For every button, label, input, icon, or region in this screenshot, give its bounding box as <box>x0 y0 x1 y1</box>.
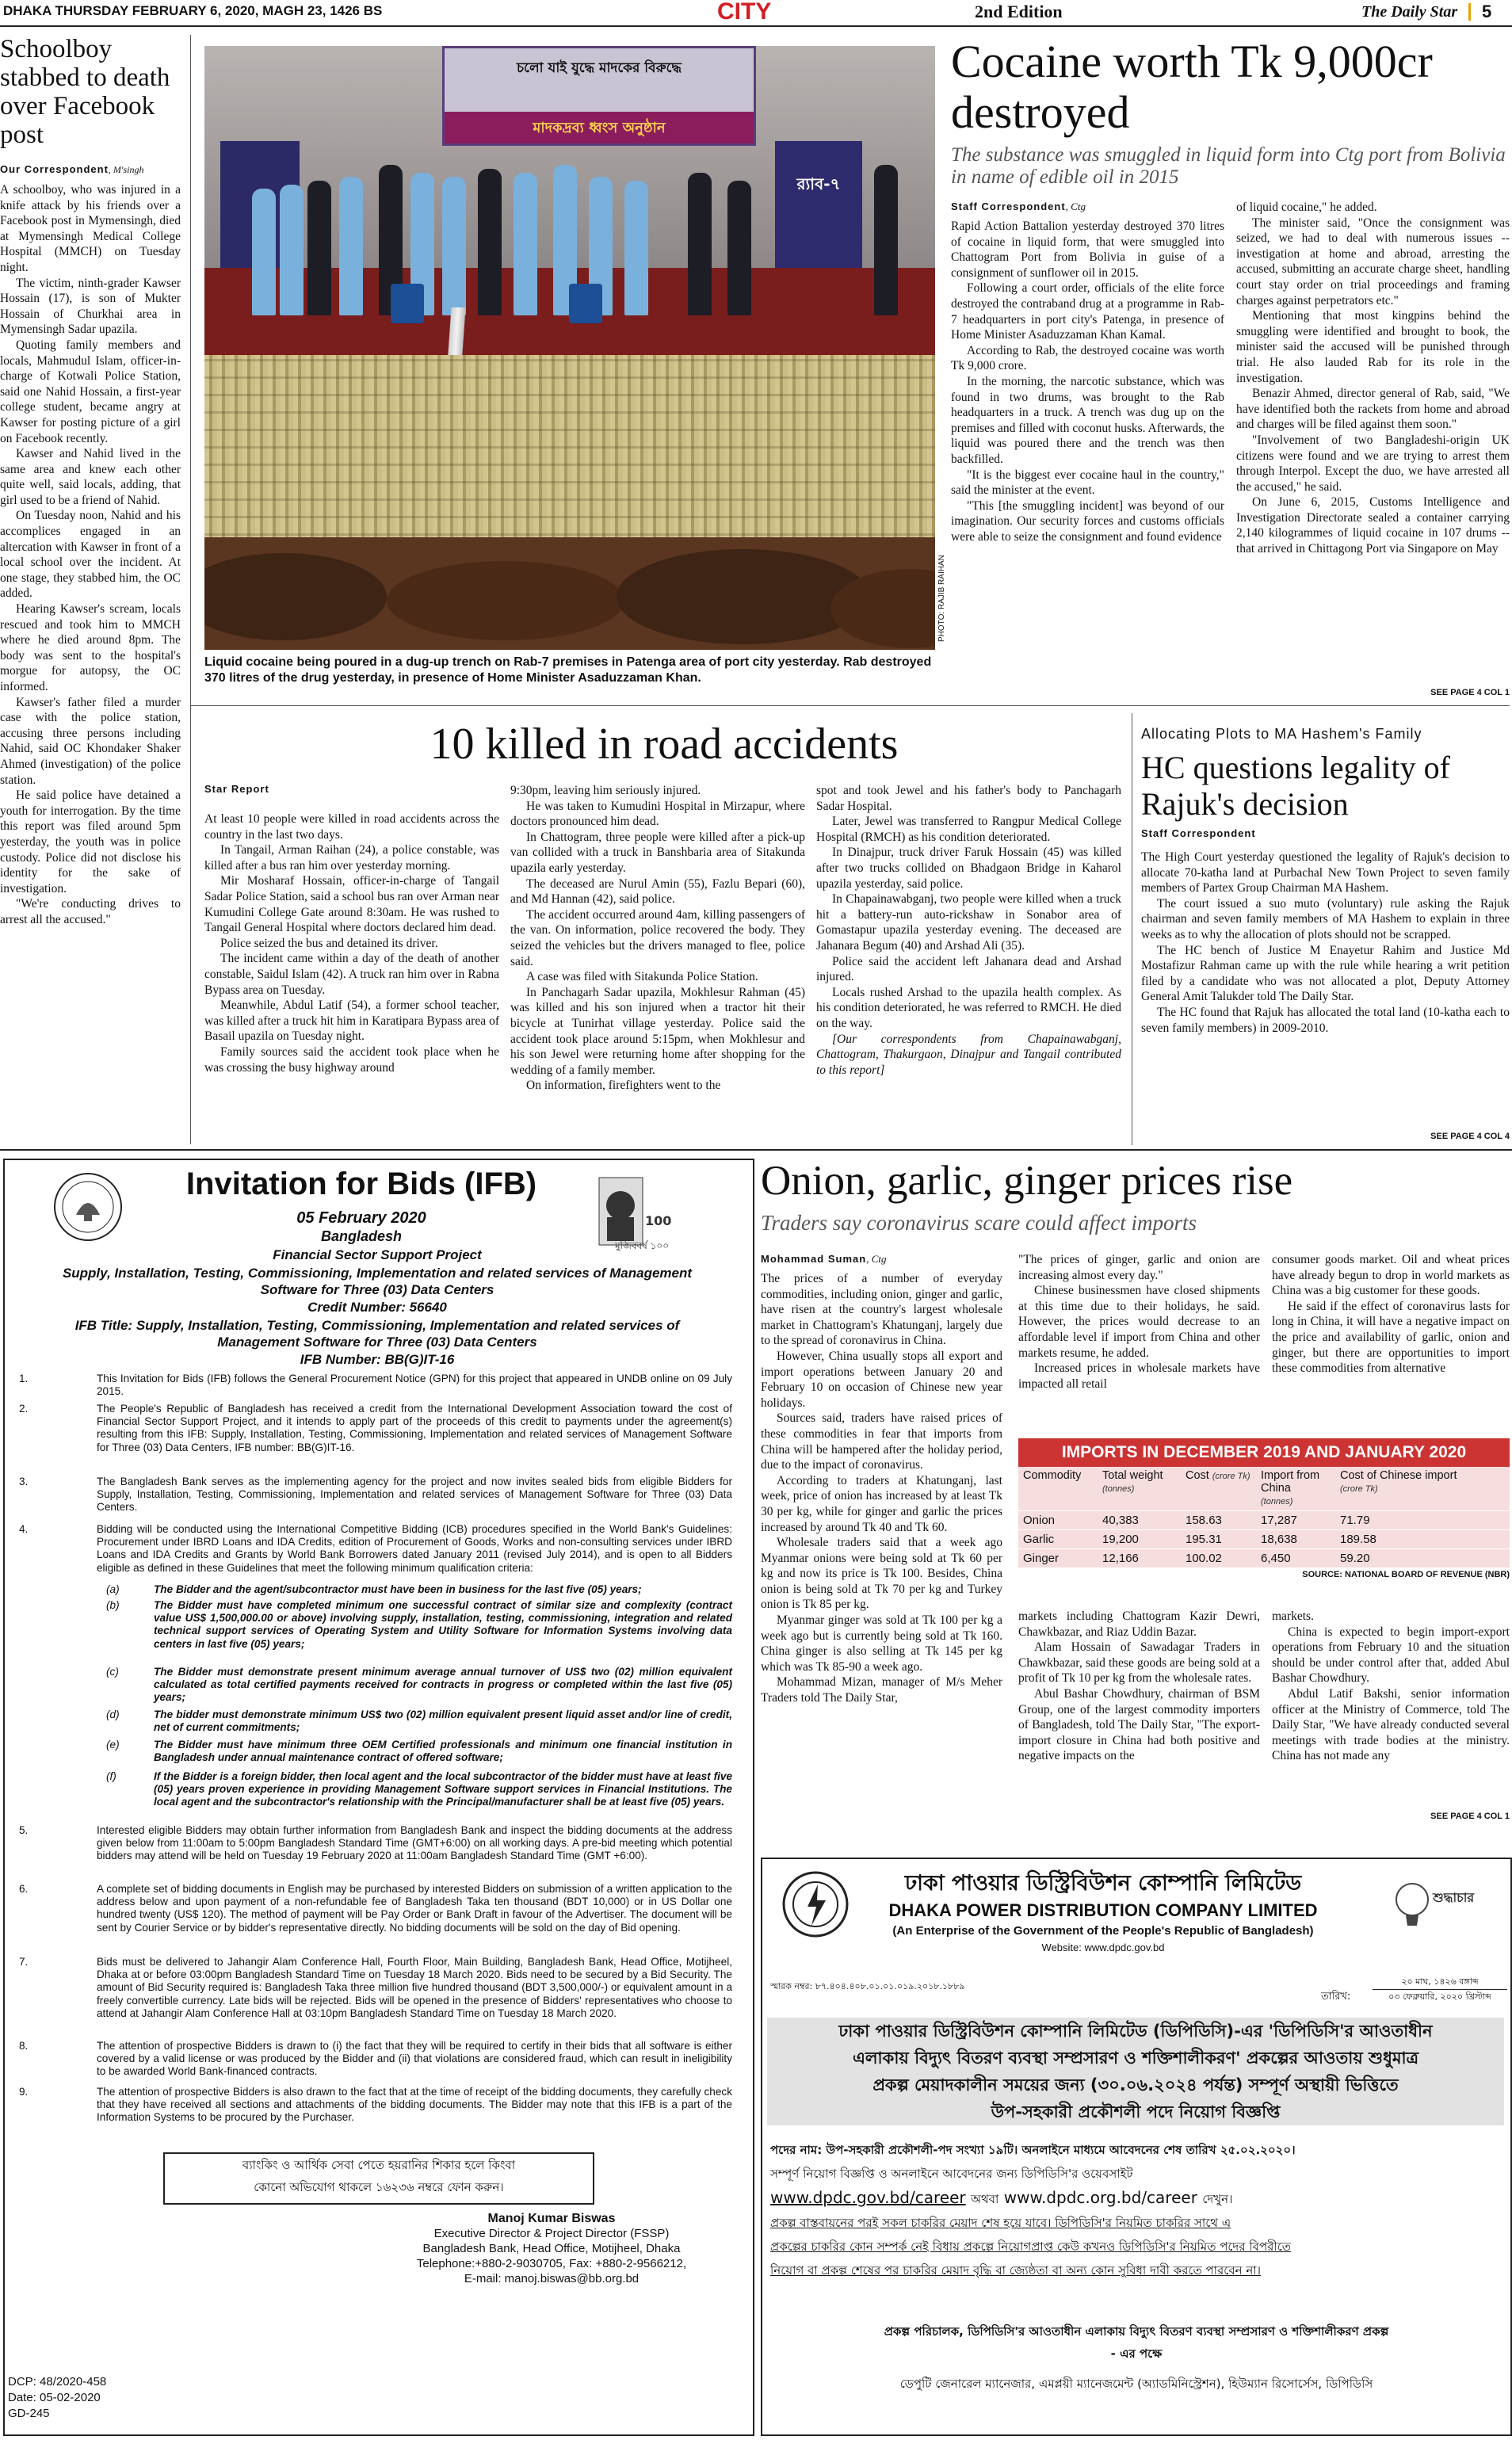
signer-title: Executive Director & Project Director (FSSP) <box>433 2227 670 2240</box>
drum <box>569 284 602 323</box>
drum <box>391 284 424 323</box>
schoolboy-byline-place: , M'singh <box>108 164 144 175</box>
table-cell: 6,450 <box>1256 1549 1335 1568</box>
paragraph: Rapid Action Battalion yesterday destroyed 370 litres of cocaine in liquid form, that were smuggled into Chattogram Port from Bolivia in guise of a consignment of sunflower oil in 2015. <box>951 220 1224 280</box>
table-cell: 17,287 <box>1256 1511 1335 1530</box>
ifb-item-text: The attention of prospective Bidders is also drawn to the fact that at the time of receipt of the bidding documents, they carefully check that they have received all sections and attachments of the bidding documents. The Bidder may note that this IFB is a part of the Information Systems to be procured by the Purchaser. <box>97 2086 732 2124</box>
ifb-date: 05 February 2020 <box>296 1209 426 1227</box>
complaint-notice-line: কোনো অভিযোগ থাকলে ১৬২৩৬ নম্বরে ফোন করুন। <box>254 2180 504 2194</box>
ifb-criterion <box>19 1709 732 1734</box>
cocaine-byline <box>951 200 1086 214</box>
paragraph: The HC found that Rajuk has allocated the total land (10-katha each to seven family members) in 2009-2010. <box>1141 1005 1510 1035</box>
dpdc-website: Website: www.dpdc.gov.bd <box>1041 1942 1165 1953</box>
signer-email: E-mail: manoj.biswas@bb.org.bd <box>464 2272 640 2285</box>
paragraph: On June 6, 2015, Customs Intelligence and Investigation Directorate sealed a container carrying 2,140 kilogrammes of liquid cocaine in 107 drums -- that arrived in Chittagong Port via Singapore on May <box>1236 495 1510 556</box>
paragraph: Sources said, traders have raised prices of these commodities in fear that imports from China will be hampered after the holiday period, due to the impact of coronavirus. <box>761 1411 1002 1472</box>
paragraph: consumer goods market. Oil and wheat prices have already begun to drop in world markets as China was a big customer for these goods. <box>1272 1253 1510 1298</box>
paragraph: Increased prices in wholesale markets have impacted all retail <box>1018 1361 1260 1391</box>
paragraph: Mir Mosharaf Hossain, officer-in-charge of Tangail Sadar Police Station, said a school bus ran over Arman near Kumudini College Gate around 8:30am. He was rushed to Tangail General Hospital where doctors declared him dead. <box>204 874 499 935</box>
table-cell: 40,383 <box>1098 1511 1181 1530</box>
ifb-item <box>19 1883 732 1934</box>
ifb-item-text: Bidding will be conducted using the International Competitive Bidding (ICB) procedures specified in the World Bank's Guidelines: Procurement under IBRD Loans and IDA Credits, edition of Procurement of Goods, Works and non-consulting services under IBRD Loans and IDA Credits and Grants by World Bank Borrowers dated January 2011 (revised July 2014), and is open to all Bidders eligible as defined in these Guidelines that meet the following minimum qualification criteria: <box>97 1523 732 1574</box>
paragraph: "It is the biggest ever cocaine haul in the country," said the minister at the event. <box>951 468 1224 498</box>
paragraph: Meanwhile, Abdul Latif (54), a former school teacher, was killed after a truck hit him in Karatipara Bypass area of Basail upazila on Tuesday night. <box>204 999 499 1044</box>
badge-text: মুজিববর্ষ ১০০ <box>615 1240 670 1251</box>
paragraph: In the morning, the narcotic substance, which was found in two drums, was brought to the Rab headquarters in a truck. A trench was dug up on the premises and filled with coconut husks. Afterwards, the liquid was poured there and the trench was then backfilled. <box>951 374 1224 466</box>
ifb-criterion <box>19 1770 732 1809</box>
dpdc-advertisement <box>761 1858 1512 2436</box>
paragraph: Abul Bashar Chowdhury, chairman of BSM Group, one of the largest commodity importers of Bangladesh, told The Daily Star, "The export-import closure in China had both positive and negative impacts on the <box>1018 1686 1260 1763</box>
table-cell: 59.20 <box>1335 1549 1510 1568</box>
paragraph: He was taken to Kumudini Hospital in Mirzapur, where doctors pronounced him dead. <box>510 799 805 829</box>
page-number: 5 <box>1482 2 1492 21</box>
paragraph: Chinese businessmen have closed shipments at this time due to their holidays, he said. However, the prices would decrease to an affordable level if import from China and other markets resume, he added. <box>1018 1284 1260 1360</box>
table-header-text: Commodity <box>1023 1469 1082 1482</box>
ifb-item-num: 3. <box>19 1476 29 1487</box>
schoolboy-byline-name: Our Correspondent <box>0 163 109 175</box>
table-header-text: Import from China <box>1261 1469 1320 1495</box>
table-header <box>1181 1467 1256 1511</box>
paragraph: Police seized the bus and detained its driver. <box>220 936 438 950</box>
paragraph: The High Court yesterday questioned the legality of Rajuk's decision to allocate 70-katha land at Purbachal New Town Project to seven family members of Partex Group Chairman MA Hashem. <box>1141 850 1510 895</box>
bangladesh-bank-seal-icon <box>52 1171 124 1243</box>
imports-table <box>1018 1438 1510 1579</box>
photo-caption: Liquid cocaine being poured in a dug-up trench on Rab-7 premises in Patenga area of port city yesterday. Rab destroyed 370 litres of the drug yesterday, in presence of Home Minister Asaduzzaman Khan. <box>204 655 932 685</box>
dpdc-banner <box>767 2018 1504 2125</box>
ad-codes <box>8 2374 106 2422</box>
table-header <box>1335 1467 1510 1511</box>
dpdc-career-or: অথবা <box>970 2192 999 2206</box>
ifb-item <box>19 1373 732 1398</box>
paragraph: The deceased are Nurul Amin (55), Fazlu Bepari (60), and Md Hannan (42), said police. <box>510 876 805 907</box>
table-cell: 195.31 <box>1181 1530 1256 1549</box>
signer-name: Manoj Kumar Biswas <box>487 2212 616 2225</box>
person <box>252 189 276 315</box>
photo-banner-text: চলো যাই যুদ্ধে মাদকের বিরুদ্ধে <box>517 60 682 76</box>
imports-table-title: IMPORTS IN DECEMBER 2019 AND JANUARY 2020 <box>1018 1438 1510 1467</box>
table-unit: (tonnes) <box>1261 1497 1293 1506</box>
masthead-date: DHAKA THURSDAY FEBRUARY 6, 2020, MAGH 23, 1426 BS <box>3 3 383 18</box>
ifb-ifb-title: IFB Title: Supply, Installation, Testing, Commissioning, Implementation and related services of Management Software for Three (03) Data Centers <box>74 1318 680 1350</box>
table-cell: 100.02 <box>1181 1549 1256 1568</box>
ifb-criterion-label: (d) <box>106 1709 120 1720</box>
ifb-item <box>19 1403 732 1454</box>
dpdc-logo-icon <box>780 1869 851 1940</box>
ifb-advertisement <box>3 1159 754 2436</box>
dpdc-name-bn: ঢাকা পাওয়ার ডিস্ট্রিবিউশন কোম্পানি লিমিটেড <box>904 1871 1302 1896</box>
paragraph: "Involvement of two Bangladeshi-origin UK citizens were found and we are trying to arrest them through Interpol. Except the duo, we have arrested all the accused," he said. <box>1236 433 1510 494</box>
table-cell: 71.79 <box>1335 1511 1510 1530</box>
paragraph: In Tangail, Arman Raihan (24), a police constable, was killed after a bus ran him over yesterday morning. <box>204 843 499 873</box>
ifb-item-text: Interested eligible Bidders may obtain further information from Bangladesh Bank and inspect the bidding documents at the address given below from 11:00am to 5:00pm Bangladesh Standard Time (GMT+6:00) on all working days. A pre-bid meeting which potential bidders may attend will be held on Tuesday 19 February 2020 at 11:00am Bangladesh Standard Time (GMT +6:00). <box>97 1824 732 1862</box>
schoolboy-byline <box>0 163 181 176</box>
paragraph: Police said the accident left Jahanara dead and Arshad injured. <box>816 954 1121 984</box>
husk-pile <box>387 561 624 640</box>
paragraph: Mohammad Mizan, manager of M/s Meher Traders told The Daily Star, <box>761 1675 1002 1705</box>
accidents-col2 <box>510 783 805 1094</box>
dpdc-footer-line: প্রকল্প পরিচালক, ডিপিডিসি'র আওতাধীন এলাকায় বিদ্যুৎ বিতরণ ব্যবস্থা সম্প্রসারণ ও শক্তিশালীকরণ প্রকল্প <box>884 2324 1389 2339</box>
ifb-item-num: 4. <box>19 1523 29 1535</box>
rajuk-byline: Staff Correspondent <box>1141 827 1256 839</box>
paragraph: Mentioning that most kingpins behind the smuggling were identified and brought to book, the minister said the accused will be punished through trial. He also lauded Rab for its role in the investigation. <box>1236 309 1510 385</box>
dpdc-banner-line: এলাকায় বিদ্যুৎ বিতরণ ব্যবস্থা সম্প্রসারণ ও শক্তিশালীকরণ' প্রকল্পের আওতায় শুধুমাত্র <box>852 2049 1419 2068</box>
paragraph: According to traders at Khatunganj, last week, price of onion has increased by at least Tk 30 per kg, while for ginger and garlic the prices increased by around Tk 40 and Tk 60. <box>761 1473 1002 1534</box>
dpdc-name-en: DHAKA POWER DISTRIBUTION COMPANY LIMITED <box>888 1900 1318 1920</box>
paragraph: Benazir Ahmed, director general of Rab, said, "We have identified both the rackets from home and abroad and charges will be filed against them soon." <box>1236 387 1510 432</box>
ifb-item-num: 1. <box>19 1373 29 1384</box>
ifb-criterion-label: (f) <box>106 1770 116 1782</box>
person <box>874 165 898 315</box>
ifb-criterion-label: (e) <box>106 1739 120 1751</box>
paragraph: On Tuesday noon, Nahid and his accomplices engaged in an altercation with Kawser in front of a local school over the incident. At one stage, they stabbed him, the OC added. <box>0 509 181 601</box>
accidents-byline: Star Report <box>204 783 269 795</box>
paragraph: A case was filed with Sitakunda Police Station. <box>526 970 758 984</box>
onion-col3 <box>1272 1252 1510 1377</box>
person <box>514 173 537 315</box>
paragraph: Quoting family members and locals, Mahmudul Islam, officer-in-charge of Kotwali Police Station, said one Nahid Hossain, a first-year college student, became angry at Kawser for posting picture of a girl on Facebook recently. <box>0 338 181 445</box>
dpdc-body-line: সম্পূর্ণ নিয়োগ বিজ্ঞপ্তি ও অনলাইনে আবেদনের জন্য ডিপিডিসি'র ওয়েবসাইট <box>770 2167 1133 2181</box>
rajuk-kicker: Allocating Plots to MA Hashem's Family <box>1141 726 1422 742</box>
table-header <box>1256 1467 1335 1511</box>
ifb-item-num: 8. <box>19 2040 29 2052</box>
paragraph: markets. <box>1272 1609 1314 1623</box>
paragraph: The incident came within a day of the death of another constable, Saidul Islam (42). A truck ran him over in Rabna Bypass area on Tuesday. <box>204 952 499 997</box>
cocaine-headline: Cocaine worth Tk 9,000cr destroyed <box>951 36 1433 138</box>
section-rule <box>190 705 1510 706</box>
ifb-item-num: 2. <box>19 1403 29 1415</box>
accidents-headline: 10 killed in road accidents <box>430 720 899 769</box>
table-cell: 158.63 <box>1181 1511 1256 1530</box>
dpdc-career-end: দেখুন। <box>1202 2192 1233 2206</box>
dpdc-footer-line: - এর পক্ষে <box>1110 2346 1163 2361</box>
dcp-number: DCP: 48/2020-458 <box>8 2375 107 2388</box>
paragraph: Locals rushed Arshad to the upazila health complex. As his condition deteriorated, he was referred to RMCH. He died on the way. <box>816 985 1121 1030</box>
ifb-item-text: This Invitation for Bids (IFB) follows the General Procurement Notice (GPN) for this project that appeared in UNDB online on 09 July 2015. <box>97 1373 732 1398</box>
signer-telephone: Telephone:+880-2-9030705, Fax: +880-2-9566212, <box>416 2257 687 2270</box>
ifb-criterion-label: (b) <box>106 1599 120 1611</box>
edition-label: 2nd Edition <box>975 2 1063 21</box>
ifb-item-text: The People's Republic of Bangladesh has received a credit from the International Development Association toward the cost of Financial Sector Support Project, and it intends to apply part of the proceeds of this credit to payments under the agreement(s) resulting from this IFB: Supply, Installation, Testing, Commissioning, Implementation and related services of Management Software for Three (03) Data Centers, IFB number: BB(G)IT-16. <box>97 1403 732 1453</box>
ifb-criterion-label: (a) <box>106 1583 120 1595</box>
ifb-item <box>19 1523 732 1575</box>
dpdc-body-line: নিয়োগ বা প্রকল্প শেষের পর চাকরির মেয়াদ বৃদ্ধি বা জ্যেষ্ঠতা বা অন্য কোন সুবিধা দাবী করতে পারবেন না। <box>770 2263 1262 2278</box>
paragraph: Abdul Latif Bakshi, senior information officer at the Ministry of Commerce, told The Daily Star, "We have already conducted several meetings with trade bodies at the ministry. China has not made any <box>1272 1686 1510 1763</box>
schoolboy-headline: Schoolboy stabbed to death over Facebook post <box>0 35 170 149</box>
onion-col2 <box>1018 1252 1260 1392</box>
accidents-col3 <box>816 783 1121 1078</box>
paragraph: Kawser and Nahid lived in the same area and knew each other quite well, said locals, adding, that girl used to be a friend of Nahid. <box>0 447 181 507</box>
paragraph: Later, Jewel was transferred to Rangpur Medical College Hospital (RMCH) as his condition deteriorated. <box>816 815 1121 844</box>
mujib-borsho-badge-icon <box>591 1170 686 1253</box>
paragraph: At least 10 people were killed in road accidents across the country in the last two days. <box>204 812 499 842</box>
photo-banner-strip <box>445 112 754 143</box>
photo-banner-sub: মাদকদ্রব্য ধ্বংস অনুষ্ঠান <box>533 120 666 136</box>
table-header-text: Cost <box>1186 1469 1209 1482</box>
cocaine-col2 <box>1236 200 1510 557</box>
table-header <box>1098 1467 1181 1511</box>
paragraph: "The prices of ginger, garlic and onion are increasing almost every day." <box>1018 1253 1260 1282</box>
ifb-criterion <box>19 1739 732 1764</box>
dpdc-date-english: ০৩ ফেব্রুয়ারি, ২০২০ খ্রিস্টাব্দ <box>1388 1991 1491 2002</box>
ifb-item <box>19 2086 732 2125</box>
paper-name: The Daily Star <box>1361 3 1458 21</box>
ifb-criterion <box>19 1666 732 1705</box>
ifb-country: Bangladesh <box>320 1228 403 1244</box>
onion-byline-name: Mohammad Suman <box>761 1253 867 1265</box>
table-cell: Garlic <box>1018 1530 1098 1549</box>
paragraph: Myanmar ginger was sold at Tk 100 per kg a week ago but is currently being sold at Tk 160. China ginger is also selling at Tk 145 per kg which was Tk 85-90 a week ago. <box>761 1613 1002 1674</box>
onion-byline-place: , Ctg <box>866 1253 887 1265</box>
ifb-credit: Credit Number: 56640 <box>307 1300 447 1315</box>
cocaine-col1 <box>951 219 1224 544</box>
table-unit: (crore Tk) <box>1212 1472 1250 1481</box>
onion-subhead: Traders say coronavirus scare could affect imports <box>761 1211 1197 1235</box>
paragraph: On information, firefighters went to the <box>526 1079 721 1093</box>
dpdc-body-line: পদের নাম: উপ-সহকারী প্রকৌশলী-পদ সংখ্যা ১৯টি। অনলাইনে মাধ্যমে আবেদনের শেষ তারিখ ২৫.০২.২০২০। <box>770 2143 1296 2157</box>
table-unit: (tonnes) <box>1102 1484 1135 1494</box>
svg-text:100: 100 <box>645 1213 672 1228</box>
dpdc-banner-line: প্রকল্প মেয়াদকালীন সময়ের জন্য (৩০.০৬.২০২৪ পর্যন্ত) সম্পূর্ণ অস্থায়ী ভিত্তিতে <box>872 2075 1399 2094</box>
dpdc-tagline: (An Enterprise of the Government of the People's Republic of Bangladesh) <box>892 1924 1314 1938</box>
table-cell: 18,638 <box>1256 1530 1335 1549</box>
table-unit: (crore Tk) <box>1340 1484 1378 1494</box>
complaint-notice <box>163 2152 594 2205</box>
person <box>339 177 363 315</box>
paragraph: Alam Hossain of Sawadagar Traders in Chawkbazar, said these goods are being sold at a profit of Tk 10 per kg from the wholesale rates. <box>1018 1640 1260 1686</box>
ifb-item-num: 9. <box>19 2086 29 2098</box>
onion-byline <box>761 1252 886 1266</box>
person <box>442 177 466 315</box>
dpdc-body-line: প্রকল্পের চাকরির কোন সম্পর্ক নেই বিধায় প্রকল্পে নিয়োগপ্রাপ্ত কেউ কখনও ডিপিডিসি'র নিয়মিত পদের বিপরীতে <box>770 2240 1291 2254</box>
ifb-title: Invitation for Bids (IFB) <box>185 1167 537 1201</box>
photo-credit: PHOTO: RAJIB RAIHAN <box>937 555 946 642</box>
schoolboy-body <box>0 182 181 928</box>
paragraph: of liquid cocaine," he added. <box>1236 200 1377 214</box>
integrity-logo-text: শুদ্ধাচার <box>1433 1890 1475 1905</box>
paragraph: He said police have detained a youth for interrogation. By the time this report was filed around 5pm yesterday, the youth was in police custody. Police did not disclose his identity for the sake of investigation. <box>0 789 181 895</box>
person <box>478 169 502 315</box>
table-cell: 19,200 <box>1098 1530 1181 1549</box>
paragraph: He said if the effect of coronavirus lasts for long in China, it will have a negative impact on the price and availability of garlic, onion and ginger, but there are opportunities to import these commodities from alternative <box>1272 1299 1510 1376</box>
imports-table-grid <box>1018 1467 1510 1568</box>
ad-date: Date: 05-02-2020 <box>8 2391 101 2404</box>
onion-col2b <box>1018 1609 1260 1764</box>
photo-side-banner <box>775 141 862 268</box>
table-cell: Onion <box>1018 1511 1098 1530</box>
dpdc-banner-line: ঢাকা পাওয়ার ডিস্ট্রিবিউশন কোম্পানি লিমিটেড (ডিপিডিসি)-এর 'ডিপিডিসি'র আওতাধীন <box>838 2022 1433 2041</box>
signer-address: Bangladesh Bank, Head Office, Motijheel, Dhaka <box>422 2242 681 2255</box>
paragraph: The court issued a suo muto (voluntary) rule asking the Rajuk chairman and seven family members of MA Hashem to explain in three weeks as to why the allocation of plots should not be scrapped. <box>1141 896 1510 941</box>
paragraph: The victim, ninth-grader Kawser Hossain (17), is son of Mukter Hossain of Churkhai area in Mymensingh Sadar upazila. <box>0 276 181 337</box>
ifb-item-text: The attention of prospective Bidders is drawn to (i) the fact that they will be required to certify in their bids that all software is either covered by a valid license or was produced by the Bidder and (ii) that violations are considered fraud, which can result in ineligibility to be awarded World Bank-financed contracts. <box>97 2040 732 2078</box>
dpdc-career-line <box>770 2186 1502 2211</box>
onion-col3b <box>1272 1609 1510 1764</box>
dpdc-date-label: তারিখ: <box>1321 1991 1351 2003</box>
person <box>727 181 751 315</box>
dpdc-footer-line: ডেপুটি জেনারেল ম্যানেজার, এমপ্লয়ী ম্যানেজমেন্ট (অ্যাডমিনিস্ট্রেশন), হিউম্যান রিসোর্সেস, ডিপিডিসি <box>899 2377 1373 2391</box>
dpdc-banner-line: উপ-সহকারী প্রকৌশলী পদে নিয়োগ বিজ্ঞপ্তি <box>991 2102 1281 2121</box>
ifb-criterion-text: If the Bidder is a foreign bidder, then local agent and the local subcontractor of the bidder must have at least five (05) years proven experience in providing Management Software support services in Financial Institutions. The local agent and the subcontractor's relationship with the Principal/manufacturer shall be at least five (05) years. <box>154 1770 732 1808</box>
ifb-item-num: 5. <box>19 1824 29 1836</box>
dpdc-date-bangla: ২০ মাঘ, ১৪২৬ বঙ্গাব্দ <box>1373 1975 1507 1990</box>
ifb-item <box>19 1956 732 2020</box>
paragraph: Family sources said the accident took place when he was crossing the busy highway around <box>204 1044 499 1075</box>
rajuk-body <box>1141 850 1510 1036</box>
dpdc-body-line: প্রকল্প বাস্তবায়নের পরই সকল চাকরির মেয়াদ শেষ হয়ে যাবে। ডিপিডিসি'র নিয়মিত চাকরির সাথে এ <box>770 2216 1231 2230</box>
paragraph: spot and took Jewel and his father's body to Panchagarh Sadar Hospital. <box>816 784 1121 813</box>
person <box>280 185 304 315</box>
paragraph: "We're conducting drives to arrest all the accused." <box>0 897 181 926</box>
paragraph: markets including Chattogram Kazir Dewri, Chawkbazar, and Riaz Uddin Bazar. <box>1018 1609 1260 1639</box>
section-rule <box>0 1149 1512 1151</box>
onion-col1 <box>761 1271 1002 1706</box>
paragraph: According to Rab, the destroyed cocaine was worth Tk 9,000 crore. <box>951 343 1224 373</box>
paragraph: The minister said, "Once the consignment was seized, we had to deal with numerous issues -- investigation at home and abroad, arresting the accused, submitting an accurate charge sheet, handling court stay order on trial proceedings and framing charges against perpetrators etc." <box>1236 216 1510 307</box>
ifb-scope: Supply, Installation, Testing, Commissioning, Implementation and related services of Management Software for Three (03) Data Centers <box>62 1266 693 1297</box>
ifb-criterion-text: The Bidder and the agent/subcontractor must have been in business for the last five (05) years; <box>154 1583 642 1595</box>
ifb-item <box>19 2040 732 2079</box>
table-header <box>1018 1467 1098 1511</box>
dpdc-ref: স্মারক নম্বর: ৮৭.৪০৪.৪০৮.০১.০১.০১৯.২০১৮.১৮৮৯ <box>770 1981 965 1991</box>
paragraph: In Chapainawabganj, two people were killed when a truck hit a battery-run auto-rickshaw in Sonabor area of Gomastapur upazila yesterday evening. The deceased are Jahanara Begum (40) and Arshad Ali (35). <box>816 892 1121 953</box>
paragraph: The accident occurred around 4am, killing passengers of the van. On information, police recovered the body. They seized the vehicles but the drivers managed to flee, police said. <box>510 907 805 968</box>
paragraph: The prices of a number of everyday commodities, including onion, ginger and garlic, have risen at the country's largest wholesale market in Chattogram's Khatunganj, largely due to the spread of coronavirus in China. <box>761 1272 1002 1348</box>
paragraph: [Our correspondents from Chapainawabganj, Chattogram, Thakurgaon, Dinajpur and Tangail contributed to this report] <box>816 1032 1121 1077</box>
husk-pile <box>617 549 870 644</box>
ifb-item <box>19 1476 732 1514</box>
dpdc-dates <box>1373 1975 1507 2004</box>
cocaine-continued: SEE PAGE 4 COL 1 <box>1430 688 1510 697</box>
dpdc-career-link[interactable]: www.dpdc.org.bd/career <box>1003 2188 1197 2207</box>
person <box>688 173 712 315</box>
ifb-criterion-text: The bidder must demonstrate minimum US$ two (02) million equivalent present liquid asset and/or line of credit, net of current commitments; <box>154 1709 732 1734</box>
photo-banner <box>442 46 756 146</box>
ifb-number: IFB Number: BB(G)IT-16 <box>300 1352 455 1367</box>
ifb-criterion <box>19 1583 732 1596</box>
paragraph: Wholesale traders said that a week ago Myanmar onions were being sold at Tk 60 per kg and now its price is Tk 100. Besides, China onion is being sold at Tk 70 per kg and Turkey onion is Tk 85 per kg. <box>761 1536 1002 1612</box>
ifb-criterion <box>19 1599 732 1651</box>
paragraph: In Chattogram, three people were killed after a pick-up van collided with a truck in Banshbaria area of Sitakunda upazila early yesterday. <box>510 830 805 875</box>
paragraph: A schoolboy, who was injured in a knife attack by his friends over a Facebook post in Mymensingh, died at Mymensingh Medical College Hospital (MMCH) on Tuesday night. <box>0 183 181 274</box>
table-cell: 12,166 <box>1098 1549 1181 1568</box>
paragraph: In Panchagarh Sadar upazila, Mokhlesur Rahman (45) was killed and his son injured when a tractor hit their bicycle at Tunirhat village yesterday. Police said the accident took place around 5:15pm, when Mokhlesur and his son Jewel were returning home after shopping for the wedding of a family member. <box>510 985 805 1077</box>
paragraph: In Dinajpur, truck driver Faruk Hossain (45) was killed after two trucks collided on Bhadgaon Bridge in Kaharol upazila yesterday, said police. <box>816 846 1121 891</box>
onion-headline: Onion, garlic, ginger prices rise <box>761 1158 1293 1204</box>
ifb-item-text: Bids must be delivered to Jahangir Alam Conference Hall, Fourth Floor, Main Building, Bangladesh Bank, Head Office, Motijheel, Dhaka at or before 03:00pm Bangladesh Standard Time on Tuesday 18 March 2020. Bids need to be secured by a Bid Security. The amount of Bid Security required is: Bangladesh Taka three million five hundred thousand (BDT 3,500,000/-) or equivalent amount in a freely convertible currency. Late bids will be rejected. Bids will be opened in the presence of Bidders' representatives who choose to attend at Jahangir Alam Conference Hall at 03:10pm Bangladesh Standard Time on Tuesday 18 March 2020. <box>97 1956 732 2019</box>
paragraph: China is expected to begin import-export operations from February 10 and the situation should be under control after that, added Abul Bashar Chowdhury. <box>1272 1625 1510 1686</box>
section-label: CITY <box>717 0 772 25</box>
ifb-item-num: 7. <box>19 1956 29 1968</box>
column-rule <box>190 35 191 1144</box>
photo-side-banner-text: র‍্যাব-৭ <box>796 174 841 193</box>
ifb-criterion-label: (c) <box>106 1666 119 1678</box>
ifb-item-text: A complete set of bidding documents in English may be purchased by interested Bidders on submission of a written application to the address below and upon payment of a non-refundable fee of Bangladesh Taka ten thousand (BDT 10,000) or in US Dollar one hundred twenty (US$ 120). The method of payment will be Pay Order or Bank Draft in favour of the Advertiser. The document will be sent by Courier Service or by bidder's representative directly. No bidding documents will be sold on the day of Bid opening. <box>97 1883 732 1934</box>
ifb-criterion-text: The Bidder must have minimum three OEM Certified professionals and minimum one financial institution in Bangladesh under annual maintenance contract of offered software; <box>154 1739 732 1764</box>
bamboo-fence-shade <box>204 355 935 553</box>
ifb-criterion-text: The Bidder must demonstrate present minimum average annual turnover of US$ two (02) million equivalent calculated as total certified payments received for contracts in progress or completed within the last five (05) years; <box>154 1666 732 1704</box>
ifb-item-num: 6. <box>19 1883 29 1895</box>
paragraph: "This [the smuggling incident] was beyond of our imagination. Our security forces and customs officials were able to seize the consignment and found evidence <box>951 498 1224 544</box>
ifb-criterion-text: The Bidder must have completed minimum one successful contract of similar size and complexity (contract value US$ 1,500,000.00 or above) involving supply, installation, testing, commissioning, integration and related technical support services of Operating System and Utility Software for Information Systems involving data centers in last five (05) years; <box>154 1599 732 1650</box>
paragraph: Following a court order, officials of the elite force destroyed the contraband drug at a programme in Rab-7 headquarters in port city's Patenga, in presence of Home Minister Asaduzzaman Khan Kamal. <box>951 281 1224 342</box>
paragraph: The HC bench of Justice M Enayetur Rahim and Justice Md Mostafizur Rahman came up with the rule while hearing a writ petition filed by a candidate who was not allocated a plot, Deputy Attorney General Amit Talukder told The Daily Star. <box>1141 943 1510 1004</box>
paragraph: 9:30pm, leaving him seriously injured. <box>510 784 701 797</box>
complaint-notice-line: ব্যাংকিং ও আর্থিক সেবা পেতে হয়রানির শিকার হলে কিংবা <box>242 2158 516 2172</box>
masthead-divider <box>1468 3 1471 21</box>
table-header-text: Total weight <box>1102 1469 1163 1482</box>
dpdc-career-link[interactable]: www.dpdc.gov.bd/career <box>770 2188 966 2207</box>
person <box>624 181 648 315</box>
accidents-col1 <box>204 811 499 1075</box>
ifb-item-text: The Bangladesh Bank serves as the implementing agency for the project and now invites sealed bids from eligible Bidders for Supply, Installation, Testing, Commissioning, Implementation and related services of Management Software for Three (03) Data Centers. <box>97 1476 732 1514</box>
onion-continued: SEE PAGE 4 COL 1 <box>1430 1812 1510 1821</box>
news-photo <box>204 46 935 650</box>
rajuk-headline: HC questions legality of Rajuk's decision <box>1141 750 1450 822</box>
person <box>307 181 331 315</box>
cocaine-byline-name: Staff Correspondent <box>951 200 1066 212</box>
gd-number: GD-245 <box>8 2407 50 2420</box>
rajuk-continued: SEE PAGE 4 COL 4 <box>1430 1132 1510 1141</box>
table-cell: Ginger <box>1018 1549 1098 1568</box>
ifb-signature <box>353 2211 750 2286</box>
dpdc-footer <box>770 2320 1502 2395</box>
paragraph: However, China usually stops all export and import operations between January 20 and February 10 on occasion of Chinese new year holidays. <box>761 1349 1002 1410</box>
masthead <box>0 0 1512 27</box>
table-cell: 189.58 <box>1335 1530 1510 1549</box>
ifb-project: Financial Sector Support Project <box>273 1247 482 1262</box>
paragraph: Hearing Kawser's scream, locals rescued and took him to MMCH where he died around 8pm. The body was sent to the hospital's morgue for autopsy, the OC informed. <box>0 602 181 693</box>
paragraph: Kawser's father filed a murder case with the police station, accusing three persons including Nahid, said OC Khondaker Shaker Ahmed (investigation) of the police station. <box>0 695 181 787</box>
table-header-text: Cost of Chinese import <box>1340 1469 1457 1482</box>
ifb-item <box>19 1824 732 1863</box>
cocaine-subhead: The substance was smuggled in liquid form into Ctg port from Bolivia in name of edible oil in 2015 <box>951 144 1506 188</box>
dpdc-body <box>770 2138 1502 2282</box>
imports-table-source: SOURCE: NATIONAL BOARD OF REVENUE (NBR) <box>1302 1570 1510 1579</box>
integrity-logo-icon <box>1388 1872 1499 1951</box>
cocaine-byline-place: , Ctg <box>1065 200 1086 212</box>
